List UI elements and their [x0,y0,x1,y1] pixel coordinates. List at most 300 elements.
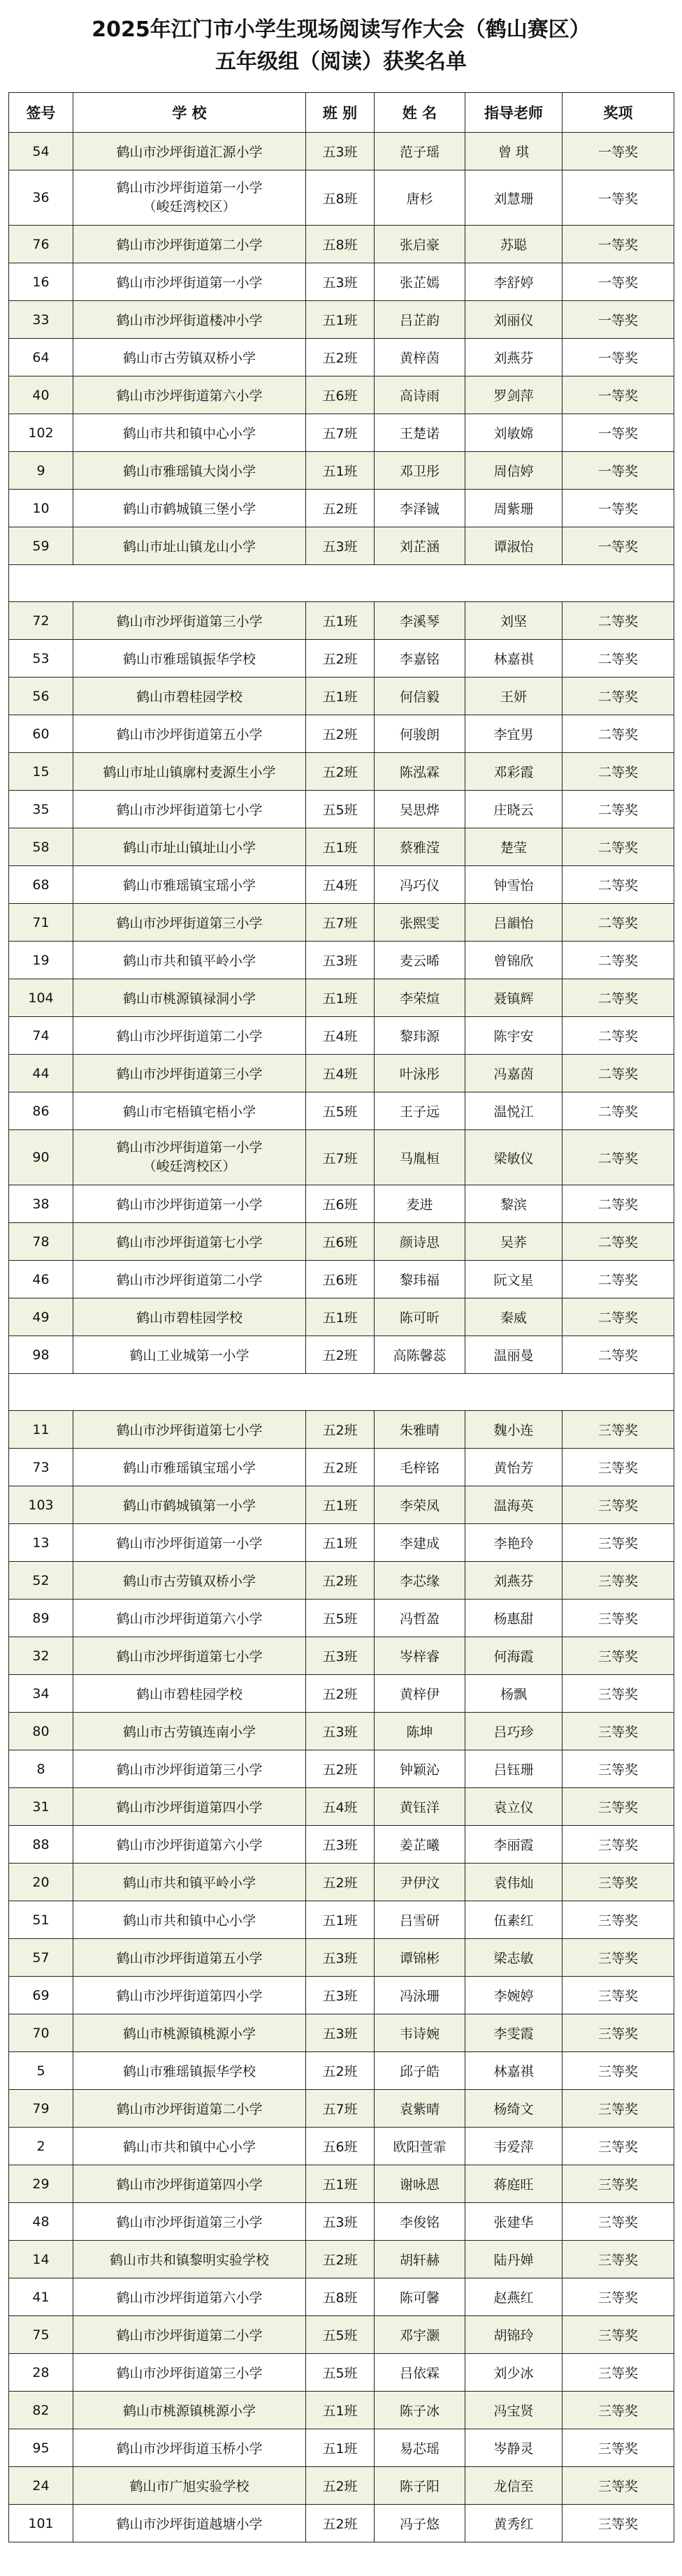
draw-number-cell: 75 [9,2316,73,2354]
award-cell: 二等奖 [563,1298,674,1336]
school-cell: 鹤山市沙坪街道第六小学 [73,2278,306,2316]
class-cell: 五4班 [306,1055,375,1092]
teacher-cell: 龙信至 [465,2467,563,2505]
student-name-cell: 李俊铭 [375,2203,465,2241]
draw-number-cell: 57 [9,1939,73,1977]
class-cell: 五2班 [306,1675,375,1713]
table-row [9,866,674,904]
document-title: 2025年江门市小学生现场阅读写作大会（鹤山赛区） [92,17,590,42]
award-cell: 三等奖 [563,2467,674,2505]
table-row [9,263,674,301]
award-cell: 三等奖 [563,2165,674,2203]
award-cell: 二等奖 [563,715,674,753]
school-cell: 鹤山市沙坪街道第七小学 [73,1411,306,1449]
award-cell: 三等奖 [563,2014,674,2052]
draw-number-cell: 34 [9,1675,73,1713]
student-name-cell: 麦进 [375,1185,465,1223]
table-row [9,1130,674,1185]
school-cell: 鹤山市共和镇平岭小学 [73,1864,306,1901]
award-cell: 一等奖 [563,226,674,263]
school-cell: 鹤山市沙坪街道第七小学 [73,791,306,828]
school-cell: 鹤山市沙坪街道第五小学 [73,1939,306,1977]
draw-number-cell: 40 [9,376,73,414]
teacher-cell: 温丽曼 [465,1336,563,1374]
draw-number-cell: 103 [9,1486,73,1524]
table-row [9,1092,674,1130]
teacher-cell: 周信婷 [465,452,563,490]
school-cell: 鹤山市沙坪街道第四小学 [73,1788,306,1826]
table-row [9,1750,674,1788]
student-name-cell: 黄钰洋 [375,1788,465,1826]
student-name-cell: 高诗雨 [375,376,465,414]
draw-number-cell: 73 [9,1449,73,1486]
teacher-cell: 赵燕红 [465,2278,563,2316]
draw-number-cell: 46 [9,1261,73,1298]
school-cell: 鹤山市古劳镇双桥小学 [73,1562,306,1600]
award-cell: 三等奖 [563,1411,674,1449]
school-cell: 鹤山市沙坪街道第三小学 [73,1750,306,1788]
award-cell: 三等奖 [563,1713,674,1750]
award-cell: 三等奖 [563,1600,674,1637]
teacher-cell: 李丽霞 [465,1826,563,1864]
draw-number-cell: 48 [9,2203,73,2241]
school-cell: 鹤山市沙坪街道楼冲小学 [73,301,306,339]
table-row [9,490,674,527]
teacher-cell: 胡锦玲 [465,2316,563,2354]
draw-number-cell: 102 [9,414,73,452]
draw-number-cell: 58 [9,828,73,866]
school-cell: 鹤山市雅瑶镇振华学校 [73,640,306,678]
table-row [9,1939,674,1977]
award-cell: 二等奖 [563,1261,674,1298]
draw-number-cell: 86 [9,1092,73,1130]
table-row [9,2392,674,2429]
teacher-cell: 吴荞 [465,1223,563,1261]
student-name-cell: 高陈馨蕊 [375,1336,465,1374]
award-cell: 二等奖 [563,904,674,942]
header-name: 姓 名 [375,93,465,133]
award-cell: 二等奖 [563,828,674,866]
draw-number-cell: 64 [9,339,73,376]
draw-number-cell: 5 [9,2052,73,2090]
award-cell: 二等奖 [563,1185,674,1223]
class-cell: 五5班 [306,1092,375,1130]
school-cell: 鹤山市沙坪街道第六小学 [73,1600,306,1637]
teacher-cell: 周紫珊 [465,490,563,527]
separator-cell [9,1374,674,1411]
school-cell: 鹤山市沙坪街道第二小学 [73,226,306,263]
student-name-cell: 吕芷韵 [375,301,465,339]
award-cell: 二等奖 [563,1336,674,1374]
class-cell: 五2班 [306,339,375,376]
award-cell: 二等奖 [563,1055,674,1092]
draw-number-cell: 88 [9,1826,73,1864]
student-name-cell: 陈可馨 [375,2278,465,2316]
school-cell: 鹤山市沙坪街道第一小学 [73,1524,306,1562]
class-cell: 五1班 [306,979,375,1017]
award-cell: 三等奖 [563,2505,674,2542]
teacher-cell: 刘坚 [465,602,563,640]
table-row [9,1486,674,1524]
student-name-cell: 邱子皓 [375,2052,465,2090]
teacher-cell: 钟雪怡 [465,866,563,904]
school-cell: 鹤山市沙坪街道第四小学 [73,1977,306,2014]
award-cell: 二等奖 [563,979,674,1017]
student-name-cell: 朱雅晴 [375,1411,465,1449]
school-cell: 鹤山市共和镇中心小学 [73,1901,306,1939]
table-row [9,602,674,640]
teacher-cell: 韦爱萍 [465,2128,563,2165]
draw-number-cell: 24 [9,2467,73,2505]
student-name-cell: 胡轩赫 [375,2241,465,2278]
award-cell: 三等奖 [563,2429,674,2467]
class-cell: 五6班 [306,2128,375,2165]
table-row [9,1826,674,1864]
teacher-cell: 魏小连 [465,1411,563,1449]
student-name-cell: 张芷嫣 [375,263,465,301]
student-name-cell: 冯泳珊 [375,1977,465,2014]
draw-number-cell: 19 [9,942,73,979]
award-cell: 二等奖 [563,942,674,979]
award-table-body [9,133,674,2542]
table-row [9,2052,674,2090]
school-cell: 鹤山市沙坪街道第三小学 [73,2203,306,2241]
student-name-cell: 蔡雅滢 [375,828,465,866]
class-cell: 五1班 [306,2165,375,2203]
teacher-cell: 梁敏仪 [465,1130,563,1185]
award-cell: 三等奖 [563,1562,674,1600]
class-cell: 五1班 [306,1298,375,1336]
class-cell: 五1班 [306,1524,375,1562]
student-name-cell: 毛梓铭 [375,1449,465,1486]
award-cell: 二等奖 [563,1223,674,1261]
draw-number-cell: 78 [9,1223,73,1261]
student-name-cell: 袁紫晴 [375,2090,465,2128]
student-name-cell: 李嘉铭 [375,640,465,678]
student-name-cell: 李泽铖 [375,490,465,527]
draw-number-cell: 9 [9,452,73,490]
school-cell: 鹤山市址山镇址山小学 [73,828,306,866]
teacher-cell: 邓彩霞 [465,753,563,791]
draw-number-cell: 38 [9,1185,73,1223]
award-cell: 一等奖 [563,527,674,565]
draw-number-cell: 90 [9,1130,73,1185]
student-name-cell: 李溪琴 [375,602,465,640]
class-cell: 五3班 [306,1826,375,1864]
teacher-cell: 林嘉祺 [465,640,563,678]
teacher-cell: 梁志敏 [465,1939,563,1977]
class-cell: 五2班 [306,2505,375,2542]
school-cell: 鹤山市雅瑶镇大岗小学 [73,452,306,490]
school-cell: 鹤山市址山镇龙山小学 [73,527,306,565]
draw-number-cell: 74 [9,1017,73,1055]
award-cell: 一等奖 [563,376,674,414]
table-row [9,1055,674,1092]
class-cell: 五2班 [306,715,375,753]
school-cell: 鹤山市沙坪街道第一小学 （峻廷湾校区） [73,170,306,226]
teacher-cell: 聂镇辉 [465,979,563,1017]
award-cell: 三等奖 [563,2278,674,2316]
student-name-cell: 尹伊汶 [375,1864,465,1901]
teacher-cell: 杨飘 [465,1675,563,1713]
award-cell: 二等奖 [563,602,674,640]
award-cell: 三等奖 [563,2090,674,2128]
class-cell: 五1班 [306,2429,375,2467]
school-cell: 鹤山市沙坪街道第二小学 [73,2316,306,2354]
table-row [9,979,674,1017]
student-name-cell: 易芯瑶 [375,2429,465,2467]
school-cell: 鹤山市沙坪街道第五小学 [73,715,306,753]
class-cell: 五8班 [306,2278,375,2316]
draw-number-cell: 36 [9,170,73,226]
school-cell: 鹤山市沙坪街道第七小学 [73,1223,306,1261]
table-row [9,1977,674,2014]
teacher-cell: 吕钰珊 [465,1750,563,1788]
class-cell: 五5班 [306,1600,375,1637]
draw-number-cell: 54 [9,133,73,170]
student-name-cell: 李芯缘 [375,1562,465,1600]
school-cell: 鹤山市雅瑶镇振华学校 [73,2052,306,2090]
award-table [8,92,674,2542]
student-name-cell: 岑梓睿 [375,1637,465,1675]
class-cell: 五2班 [306,2052,375,2090]
student-name-cell: 陈子冰 [375,2392,465,2429]
teacher-cell: 吕韻怡 [465,904,563,942]
table-row [9,1788,674,1826]
class-cell: 五2班 [306,2467,375,2505]
award-cell: 三等奖 [563,1901,674,1939]
teacher-cell: 黄秀红 [465,2505,563,2542]
student-name-cell: 吴思烨 [375,791,465,828]
class-cell: 五3班 [306,263,375,301]
student-name-cell: 黎玮源 [375,1017,465,1055]
award-cell: 三等奖 [563,2316,674,2354]
award-cell: 一等奖 [563,301,674,339]
student-name-cell: 邓宇灏 [375,2316,465,2354]
award-cell: 一等奖 [563,490,674,527]
table-row [9,1449,674,1486]
draw-number-cell: 104 [9,979,73,1017]
draw-number-cell: 41 [9,2278,73,2316]
draw-number-cell: 13 [9,1524,73,1562]
table-row [9,2014,674,2052]
school-cell: 鹤山市碧桂园学校 [73,1675,306,1713]
class-cell: 五2班 [306,753,375,791]
teacher-cell: 蒋庭旺 [465,2165,563,2203]
teacher-cell: 苏聪 [465,226,563,263]
table-row [9,376,674,414]
class-cell: 五3班 [306,942,375,979]
teacher-cell: 冯宝贤 [465,2392,563,2429]
school-cell: 鹤山市桃源镇桃源小学 [73,2014,306,2052]
teacher-cell: 杨绮文 [465,2090,563,2128]
class-cell: 五2班 [306,2241,375,2278]
teacher-cell: 岑静灵 [465,2429,563,2467]
school-cell: 鹤山市址山镇廓村麦源生小学 [73,753,306,791]
teacher-cell: 袁伟灿 [465,1864,563,1901]
draw-number-cell: 56 [9,678,73,715]
table-row [9,170,674,226]
class-cell: 五1班 [306,828,375,866]
draw-number-cell: 31 [9,1788,73,1826]
student-name-cell: 唐杉 [375,170,465,226]
class-cell: 五6班 [306,1223,375,1261]
class-cell: 五2班 [306,1562,375,1600]
award-cell: 三等奖 [563,2354,674,2392]
draw-number-cell: 2 [9,2128,73,2165]
table-row [9,2278,674,2316]
class-cell: 五3班 [306,1637,375,1675]
group-separator-row [9,1374,674,1411]
teacher-cell: 黄怡芳 [465,1449,563,1486]
student-name-cell: 何信毅 [375,678,465,715]
school-cell: 鹤山市沙坪街道第四小学 [73,2165,306,2203]
student-name-cell: 欧阳萱霏 [375,2128,465,2165]
award-cell: 三等奖 [563,1750,674,1788]
table-row [9,2467,674,2505]
school-cell: 鹤山市沙坪街道第一小学 （峻廷湾校区） [73,1130,306,1185]
school-cell: 鹤山市沙坪街道第二小学 [73,2090,306,2128]
draw-number-cell: 33 [9,301,73,339]
header-class: 班 别 [306,93,375,133]
table-row [9,791,674,828]
teacher-cell: 冯嘉茵 [465,1055,563,1092]
table-row [9,2165,674,2203]
class-cell: 五2班 [306,640,375,678]
draw-number-cell: 8 [9,1750,73,1788]
teacher-cell: 伍素红 [465,1901,563,1939]
class-cell: 五5班 [306,2316,375,2354]
student-name-cell: 何骏朗 [375,715,465,753]
student-name-cell: 陈坤 [375,1713,465,1750]
draw-number-cell: 35 [9,791,73,828]
award-cell: 三等奖 [563,1637,674,1675]
header-row [9,93,674,133]
class-cell: 五2班 [306,1449,375,1486]
school-cell: 鹤山市古劳镇双桥小学 [73,339,306,376]
table-row [9,1223,674,1261]
award-cell: 二等奖 [563,1017,674,1055]
class-cell: 五4班 [306,1788,375,1826]
class-cell: 五2班 [306,1411,375,1449]
school-cell: 鹤山市沙坪街道玉桥小学 [73,2429,306,2467]
student-name-cell: 刘芷涵 [375,527,465,565]
award-cell: 二等奖 [563,866,674,904]
school-cell: 鹤山市沙坪街道第三小学 [73,2354,306,2392]
header-teacher: 指导老师 [465,93,563,133]
draw-number-cell: 15 [9,753,73,791]
award-cell: 三等奖 [563,1977,674,2014]
student-name-cell: 黄梓茵 [375,339,465,376]
table-row [9,1562,674,1600]
school-cell: 鹤山市鹤城镇三堡小学 [73,490,306,527]
student-name-cell: 邓卫彤 [375,452,465,490]
table-row [9,753,674,791]
student-name-cell: 李建成 [375,1524,465,1562]
student-name-cell: 范子瑶 [375,133,465,170]
student-name-cell: 颜诗思 [375,1223,465,1261]
school-cell: 鹤山市沙坪街道第六小学 [73,376,306,414]
class-cell: 五8班 [306,226,375,263]
award-cell: 一等奖 [563,452,674,490]
class-cell: 五5班 [306,2354,375,2392]
table-row [9,133,674,170]
table-row [9,1185,674,1223]
award-cell: 二等奖 [563,1130,674,1185]
student-name-cell: 李荣凤 [375,1486,465,1524]
class-cell: 五6班 [306,1261,375,1298]
award-cell: 二等奖 [563,640,674,678]
draw-number-cell: 82 [9,2392,73,2429]
school-cell: 鹤山市碧桂园学校 [73,1298,306,1336]
student-name-cell: 陈子阳 [375,2467,465,2505]
table-row [9,2429,674,2467]
teacher-cell: 陆丹婵 [465,2241,563,2278]
draw-number-cell: 20 [9,1864,73,1901]
table-row [9,828,674,866]
student-name-cell: 冯子悠 [375,2505,465,2542]
student-name-cell: 韦诗婉 [375,2014,465,2052]
class-cell: 五2班 [306,1336,375,1374]
teacher-cell: 张建华 [465,2203,563,2241]
draw-number-cell: 89 [9,1600,73,1637]
draw-number-cell: 11 [9,1411,73,1449]
table-row [9,226,674,263]
student-name-cell: 陈泓霖 [375,753,465,791]
school-cell: 鹤山市雅瑶镇宝瑶小学 [73,1449,306,1486]
table-row [9,1298,674,1336]
table-row [9,414,674,452]
award-cell: 三等奖 [563,2128,674,2165]
teacher-cell: 李艳玲 [465,1524,563,1562]
school-cell: 鹤山市共和镇中心小学 [73,2128,306,2165]
school-cell: 鹤山市沙坪街道越塘小学 [73,2505,306,2542]
student-name-cell: 冯哲盈 [375,1600,465,1637]
table-row [9,640,674,678]
teacher-cell: 李雯霞 [465,2014,563,2052]
draw-number-cell: 52 [9,1562,73,1600]
school-cell: 鹤山市桃源镇禄洞小学 [73,979,306,1017]
school-cell: 鹤山工业城第一小学 [73,1336,306,1374]
table-row [9,1017,674,1055]
teacher-cell: 刘燕芬 [465,339,563,376]
teacher-cell: 曾锦欣 [465,942,563,979]
draw-number-cell: 101 [9,2505,73,2542]
class-cell: 五3班 [306,133,375,170]
table-row [9,1524,674,1562]
class-cell: 五7班 [306,1130,375,1185]
teacher-cell: 刘丽仪 [465,301,563,339]
school-cell: 鹤山市雅瑶镇宝瑶小学 [73,866,306,904]
draw-number-cell: 51 [9,1901,73,1939]
draw-number-cell: 49 [9,1298,73,1336]
school-cell: 鹤山市古劳镇连南小学 [73,1713,306,1750]
award-cell: 三等奖 [563,2392,674,2429]
teacher-cell: 刘慧珊 [465,170,563,226]
teacher-cell: 谭淑怡 [465,527,563,565]
award-cell: 三等奖 [563,1524,674,1562]
table-row [9,942,674,979]
teacher-cell: 曾 琪 [465,133,563,170]
table-row [9,1901,674,1939]
group-separator-row [9,565,674,602]
student-name-cell: 马胤桓 [375,1130,465,1185]
teacher-cell: 秦威 [465,1298,563,1336]
table-row [9,1411,674,1449]
draw-number-cell: 80 [9,1713,73,1750]
award-cell: 三等奖 [563,1449,674,1486]
award-cell: 一等奖 [563,133,674,170]
